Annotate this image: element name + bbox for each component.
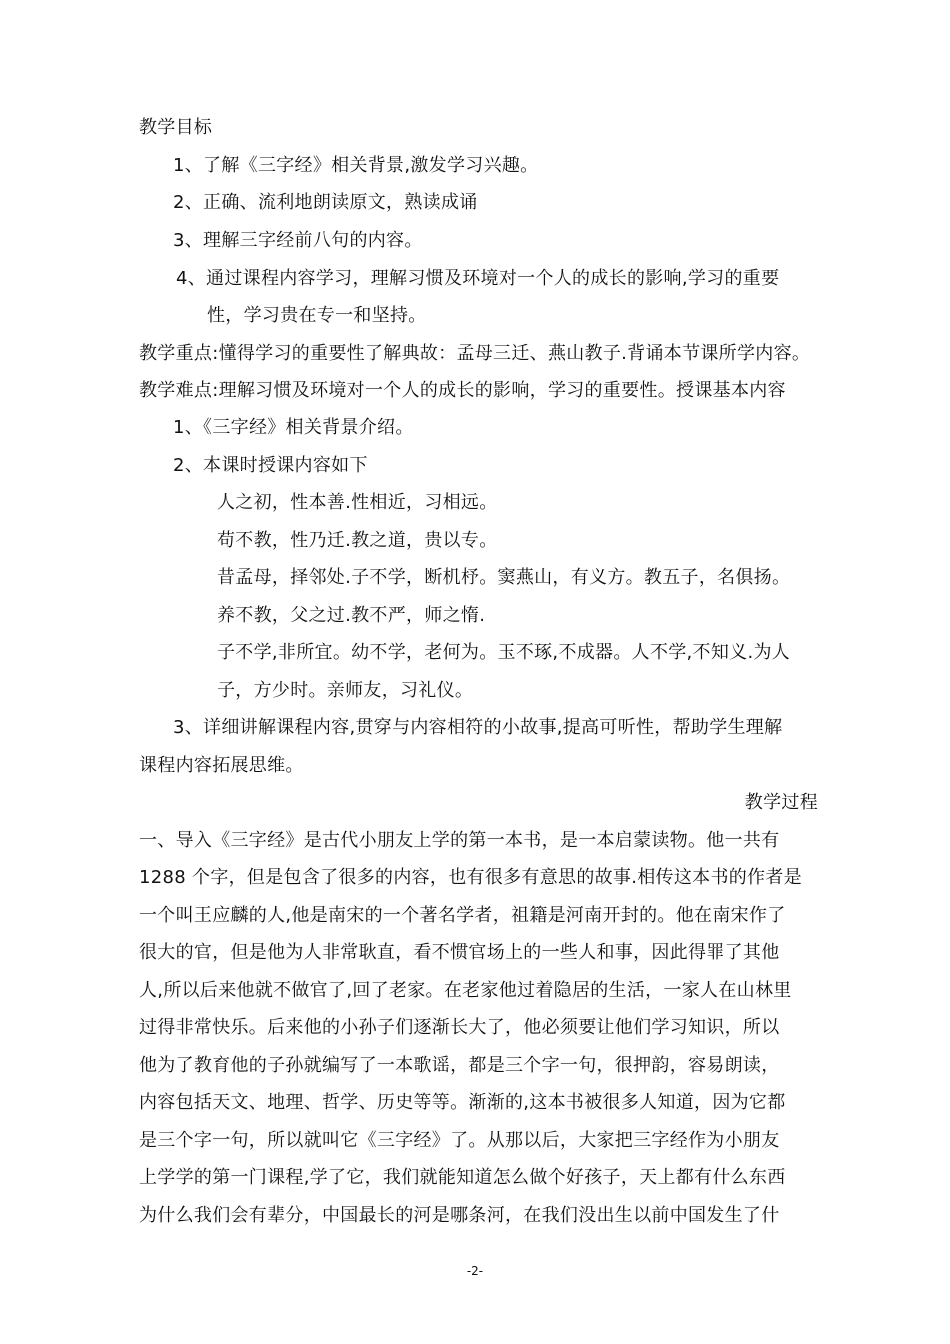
process-line: 过得非常快乐。后来他的小孙子们逐渐长大了，他必须要让他们学习知识，所以	[139, 1017, 780, 1038]
content-item-3-continued: 课程内容拓展思维。	[139, 755, 304, 776]
process-line: 1288 个字，但是包含了很多的内容，也有很多有意思的故事.相传这本书的作者是	[139, 867, 802, 888]
process-line: 为什么我们会有辈分，中国最长的河是哪条河，在我们没出生以前中国发生了什	[139, 1205, 780, 1226]
verse-line: 苟不教，性乃迁.教之道，贵以专。	[217, 530, 498, 551]
process-line: 是三个字一句，所以就叫它《三字经》了。从那以后，大家把三字经作为小朋友	[139, 1130, 780, 1151]
process-line: 一个叫王应麟的人,他是南宋的一个著名学者，祖籍是河南开封的。他在南宋作了	[139, 905, 786, 926]
difficulty: 教学难点:理解习惯及环境对一个人的成长的影响，学习的重要性。授课基本内容	[139, 380, 786, 401]
process-line: 人,所以后来他就不做官了,回了老家。在老家他过着隐居的生活，一家人在山林里	[139, 980, 792, 1001]
page-number: -2-	[466, 1264, 484, 1278]
goals-heading: 教学目标	[139, 117, 213, 138]
process-line: 一、导入《三字经》是古代小朋友上学的第一本书，是一本启蒙读物。他一共有	[139, 830, 780, 851]
process-line: 内容包括天文、地理、哲学、历史等等。渐渐的,这本书被很多人知道，因为它都	[139, 1092, 786, 1113]
content-item-2: 2、本课时授课内容如下	[173, 455, 368, 476]
verse-line: 昔孟母，择邻处.子不学，断机杼。窦燕山，有义方。教五子，名俱扬。	[217, 567, 791, 588]
goal-item-1: 1、了解《三字经》相关背景,激发学习兴趣。	[173, 155, 539, 176]
verse-line: 人之初，性本善.性相近，习相远。	[217, 492, 498, 513]
goal-item-3: 3、理解三字经前八句的内容。	[173, 230, 423, 251]
verse-line: 子不学,非所宜。幼不学，老何为。玉不琢,不成器。人不学,不知义.为人	[217, 642, 791, 663]
verse-line: 养不教，父之过.教不严，师之惰.	[217, 605, 486, 626]
process-line: 他为了教育他的子孙就编写了一本歌谣，都是三个字一句，很押韵，容易朗读，	[139, 1055, 780, 1076]
goal-item-4-continued: 性，学习贵在专一和坚持。	[207, 305, 427, 326]
process-line: 上学学的第一门课程,学了它，我们就能知道怎么做个好孩子，天上都有什么东西	[139, 1167, 786, 1188]
key-points: 教学重点:懂得学习的重要性了解典故：孟母三迁、燕山教子.背诵本节课所学内容。	[139, 343, 811, 364]
process-heading: 教学过程	[744, 792, 818, 813]
process-line: 很大的官，但是他为人非常耿直，看不惯官场上的一些人和事，因此得罪了其他	[139, 942, 780, 963]
goal-item-4: 4、通过课程内容学习，理解习惯及环境对一个人的成长的影响,学习的重要	[176, 268, 780, 289]
goal-item-2: 2、正确、流利地朗读原文，熟读成诵	[173, 192, 478, 213]
content-item-1: 1、《三字经》相关背景介绍。	[173, 417, 414, 438]
verse-line: 子，方少时。亲师友，习礼仪。	[217, 680, 474, 701]
content-item-3: 3、详细讲解课程内容,贯穿与内容相符的小故事,提高可听性，帮助学生理解	[173, 717, 783, 738]
